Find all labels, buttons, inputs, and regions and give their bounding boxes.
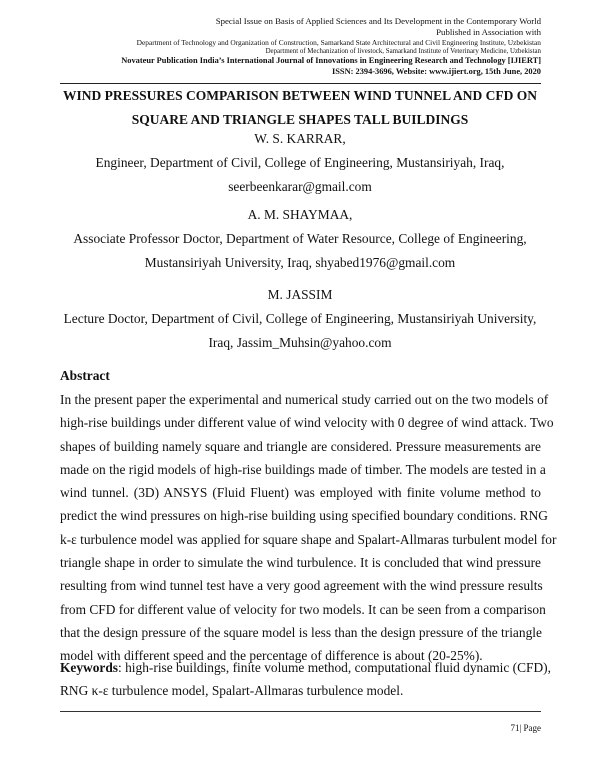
abstract-line: model with different speed and the percentage of difference is about (20-25%). — [60, 648, 483, 664]
abstract-heading: Abstract — [60, 368, 110, 383]
abstract-line: predict the wind pressures on high-rise building using specified boundary conditions. RNG — [60, 508, 548, 524]
author-affiliation-email: Iraq, Jassim_Muhsin@yahoo.com — [208, 335, 392, 350]
journal-header — [41, 16, 541, 77]
abstract-body — [60, 388, 557, 668]
header-line-dept-construction: Department of Technology and Organization of Construction, Samarkand State Architectural and Civil Engineering Institute, Uzbekistan — [136, 38, 541, 47]
author-affiliation: Engineer, Department of Civil, College of Engineering, Mustansiriyah, Iraq, — [95, 155, 505, 170]
author-block-shaymaa — [40, 203, 560, 275]
abstract-line: that the design pressure of the square model is less than the design pressure of the triangle — [60, 624, 542, 640]
author-affiliation: Associate Professor Doctor, Department of Water Resource, College of Engineering, — [73, 231, 527, 246]
header-line-dept-livestock: Department of Mechanization of livestock, Samarkand Institute of Veterinary Medicine, Uzbekistan — [265, 48, 541, 55]
keywords-text-1: : high-rise buildings, finite volume method, computational fluid dynamic (CFD), — [118, 660, 551, 675]
header-line-special-issue: Special Issue on Basis of Applied Sciences and Its Development in the Contemporary World — [215, 16, 541, 26]
keywords-section — [60, 656, 551, 703]
abstract-line: In the present paper the experimental and numerical study carried out on the two models of — [60, 392, 549, 407]
author-affiliation-email: Mustansiriyah University, Iraq, shyabed1976@gmail.com — [144, 255, 456, 270]
abstract-line: wind tunnel. (3D) ANSYS (Fluid Fluent) was employed with finite volume method to — [60, 485, 541, 501]
header-line-issn: ISSN: 2394-3696, Website: www.ijiert.org, 15th June, 2020 — [332, 66, 541, 76]
title-line-2: SQUARE AND TRIANGLE SHAPES TALL BUILDINGS — [131, 112, 469, 127]
author-block-jassim — [40, 283, 560, 355]
abstract-line: resulting from wind tunnel test have a very good agreement with the wind pressure results — [60, 578, 543, 594]
paper-title — [40, 84, 560, 132]
abstract-line: from CFD for different value of velocity for two models. It can be seen from a comparison — [60, 601, 546, 617]
author-name: M. JASSIM — [267, 287, 333, 302]
title-line-1: WIND PRESSURES COMPARISON BETWEEN WIND TUNNEL AND CFD ON — [62, 88, 538, 103]
author-name: A. M. SHAYMAA, — [247, 207, 353, 222]
author-affiliation: Lecture Doctor, Department of Civil, College of Engineering, Mustansiriyah University, — [63, 311, 537, 326]
keywords-text-2: RNG κ-ε turbulence model, Spalart-Allmaras turbulence model. — [60, 683, 404, 699]
keywords-line-1 — [60, 656, 551, 679]
abstract-line: shapes of building namely square and triangle are considered. Pressure measurements are — [60, 438, 541, 454]
author-name: W. S. KARRAR, — [254, 131, 346, 146]
abstract-line: triangle shape in order to simulate the wind turbulence. It is concluded that wind pressure — [60, 555, 541, 571]
abstract-line: made on the rigid models of high-rise buildings made of timber. The models are tested in a — [60, 461, 546, 477]
page-number: 71| Page — [510, 723, 541, 733]
header-line-journal: Novateur Publication India’s International Journal of Innovations in Engineering Research and Technology [IJIERT] — [121, 56, 541, 65]
abstract-line: high-rise buildings under different value of wind velocity with 0 degree of wind attack. Two — [60, 415, 554, 431]
abstract-line: k-ε turbulence model was applied for square shape and Spalart-Allmaras turbulent model for — [60, 531, 557, 547]
footer-divider — [60, 711, 541, 712]
header-line-association: Published in Association with — [436, 27, 541, 37]
author-email: seerbeenkarar@gmail.com — [228, 179, 372, 194]
keywords-label: Keywords — [60, 660, 119, 675]
author-block-karrar — [40, 127, 560, 199]
